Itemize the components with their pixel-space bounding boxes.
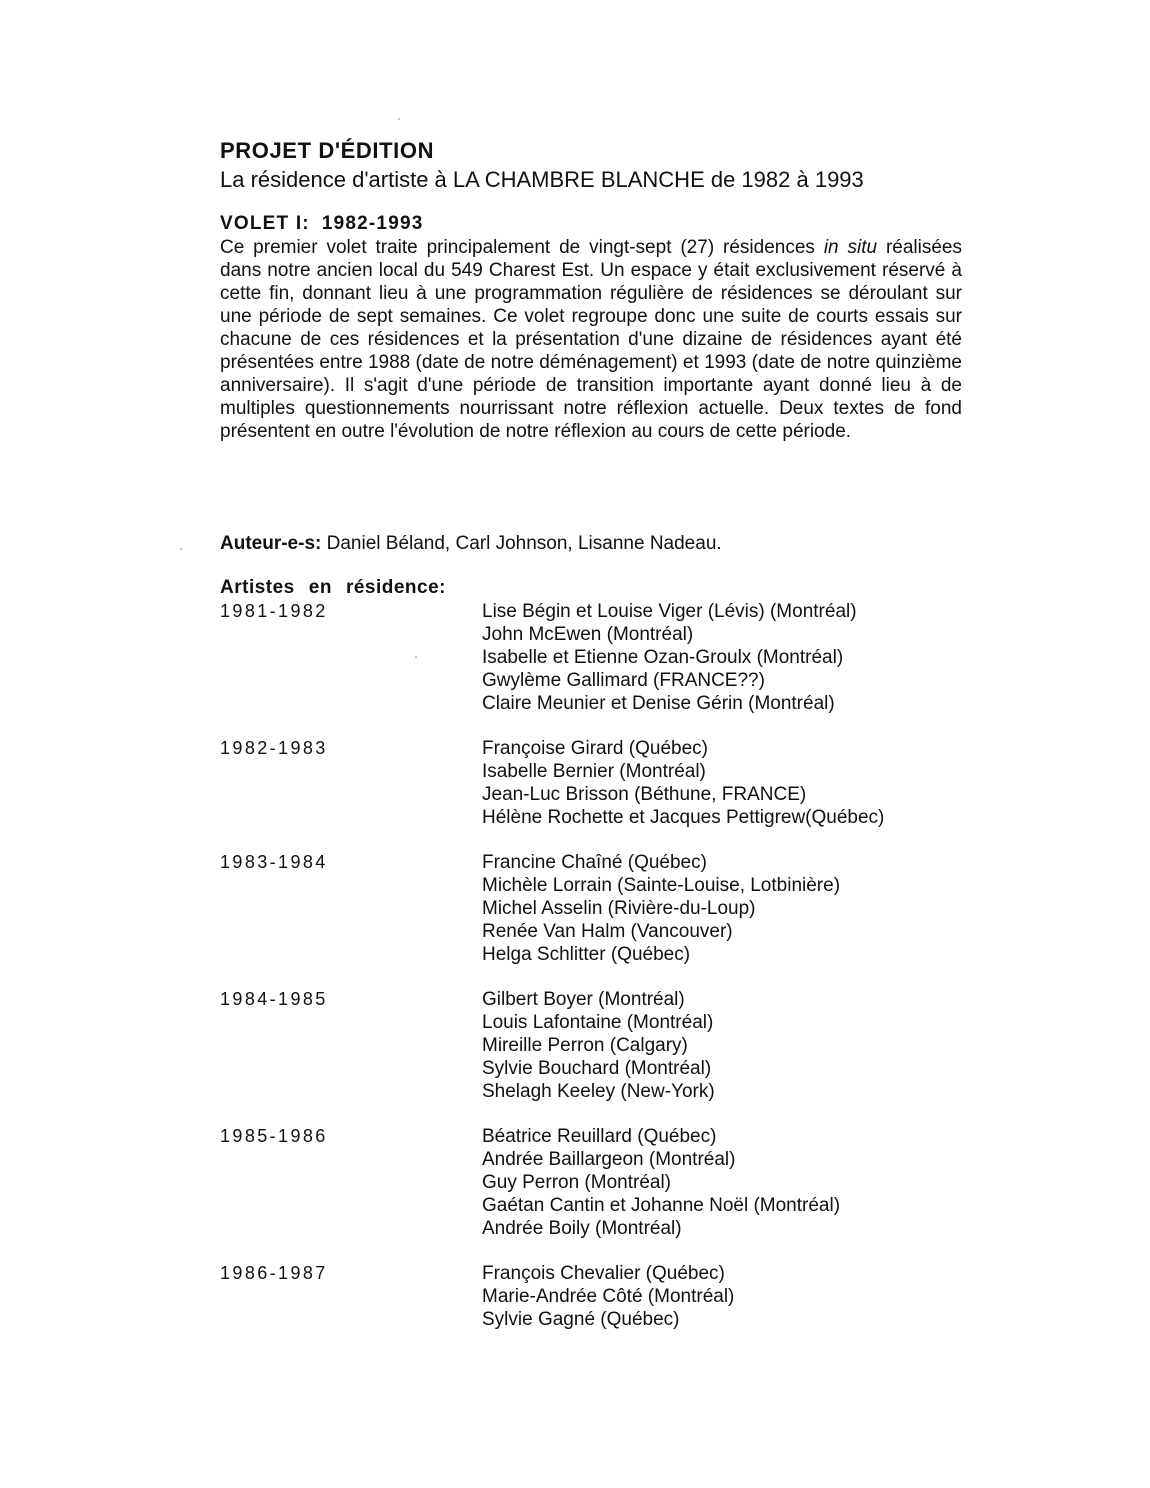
artist-entry: Andrée Boily (Montréal) bbox=[482, 1218, 682, 1239]
document-header bbox=[220, 136, 980, 194]
authors-line bbox=[220, 532, 722, 556]
residences-heading-word: résidence: bbox=[345, 577, 446, 598]
volet-section bbox=[220, 212, 962, 443]
artist-entry: Hélène Rochette et Jacques Pettigrew(Québec) bbox=[482, 807, 885, 828]
document-title: PROJET D'ÉDITION bbox=[220, 138, 435, 163]
artist-entry: John McEwen (Montréal) bbox=[482, 624, 694, 645]
residence-period bbox=[220, 1125, 980, 1240]
artist-entry: Helga Schlitter (Québec) bbox=[482, 944, 691, 965]
residences-heading bbox=[220, 576, 446, 600]
volet-years: 1982-1993 bbox=[321, 213, 424, 234]
artist-entry: Jean-Luc Brisson (Béthune, FRANCE) bbox=[482, 784, 807, 805]
scan-speck bbox=[398, 118, 400, 120]
period-years: 1986-1987 bbox=[220, 1263, 328, 1283]
period-years: 1985-1986 bbox=[220, 1126, 328, 1146]
artist-entry: Renée Van Halm (Vancouver) bbox=[482, 921, 733, 942]
artist-list bbox=[482, 1125, 840, 1240]
volet-text-part: Ce premier volet traite principalement de vingt-sept (27) résidences bbox=[220, 237, 824, 258]
period-years: 1983-1984 bbox=[220, 852, 328, 872]
residences-heading-word: Artistes bbox=[220, 577, 295, 598]
artist-entry: Gwylème Gallimard (FRANCE??) bbox=[482, 670, 765, 691]
volet-text-part: réalisées dans notre ancien local du 549 Charest Est. Un espace y était exclusivement réservé à cette fin, donnant lieu à une programmation régulière de résidences se déroulant sur une période de sept semaines. Ce volet regroupe donc une suite de courts essais sur chacune de ces résidences et la présentation d'une dizaine de résidences ayant été présentées entre 1988 (date de notre déménagement) et 1993 (date de notre quinzième anniversaire). Il s'agit d'une période de transition importante ayant donné lieu à de multiples questionnements nourrissant notre réflexion actuelle. Deux textes de fond présentent en outre l'évolution de notre réflexion au cours de cette période. bbox=[220, 237, 962, 442]
artist-entry: Andrée Baillargeon (Montréal) bbox=[482, 1149, 736, 1170]
artist-list bbox=[482, 737, 884, 829]
residences-heading-word: en bbox=[308, 577, 332, 598]
artist-entry: Sylvie Gagné (Québec) bbox=[482, 1309, 680, 1330]
residence-periods bbox=[220, 600, 980, 1353]
artist-list bbox=[482, 1262, 734, 1331]
period-years: 1984-1985 bbox=[220, 989, 328, 1009]
volet-label: VOLET I: bbox=[220, 213, 310, 234]
authors-names: Daniel Béland, Carl Johnson, Lisanne Nadeau. bbox=[321, 533, 722, 554]
period-years: 1982-1983 bbox=[220, 738, 328, 758]
artist-entry: Michèle Lorrain (Sainte-Louise, Lotbinière) bbox=[482, 875, 841, 896]
period-years: 1981-1982 bbox=[220, 601, 328, 621]
residence-period bbox=[220, 600, 980, 715]
artist-entry: Mireille Perron (Calgary) bbox=[482, 1035, 688, 1056]
volet-heading bbox=[220, 212, 962, 236]
artist-entry: Gilbert Boyer (Montréal) bbox=[482, 989, 685, 1010]
artist-entry: Lise Bégin et Louise Viger (Lévis) (Montréal) bbox=[482, 601, 857, 622]
artist-list bbox=[482, 600, 857, 715]
artist-list bbox=[482, 851, 840, 966]
volet-description bbox=[220, 236, 962, 443]
residence-period bbox=[220, 737, 980, 829]
residence-period bbox=[220, 851, 980, 966]
authors-label: Auteur-e-s: bbox=[220, 533, 322, 554]
artist-entry: Béatrice Reuillard (Québec) bbox=[482, 1126, 717, 1147]
artist-list bbox=[482, 988, 715, 1103]
artist-entry: Gaétan Cantin et Johanne Noël (Montréal) bbox=[482, 1195, 841, 1216]
artist-entry: Louis Lafontaine (Montréal) bbox=[482, 1012, 714, 1033]
artist-entry: Marie-Andrée Côté (Montréal) bbox=[482, 1286, 735, 1307]
artist-entry: Guy Perron (Montréal) bbox=[482, 1172, 672, 1193]
document-subtitle: La résidence d'artiste à LA CHAMBRE BLANCHE de 1982 à 1993 bbox=[220, 167, 864, 192]
artist-entry: Francine Chaîné (Québec) bbox=[482, 852, 707, 873]
artist-entry: Michel Asselin (Rivière-du-Loup) bbox=[482, 898, 756, 919]
artist-entry: Claire Meunier et Denise Gérin (Montréal) bbox=[482, 693, 835, 714]
artist-entry: Sylvie Bouchard (Montréal) bbox=[482, 1058, 712, 1079]
scan-speck bbox=[180, 548, 182, 550]
residence-period bbox=[220, 988, 980, 1103]
volet-text-italic: in situ bbox=[823, 237, 878, 258]
residence-period bbox=[220, 1262, 980, 1331]
artist-entry: Shelagh Keeley (New-York) bbox=[482, 1081, 715, 1102]
artist-entry: Isabelle Bernier (Montréal) bbox=[482, 761, 706, 782]
artist-entry: François Chevalier (Québec) bbox=[482, 1263, 725, 1284]
artist-entry: Françoise Girard (Québec) bbox=[482, 738, 708, 759]
artist-entry: Isabelle et Etienne Ozan-Groulx (Montréal) bbox=[482, 647, 844, 668]
